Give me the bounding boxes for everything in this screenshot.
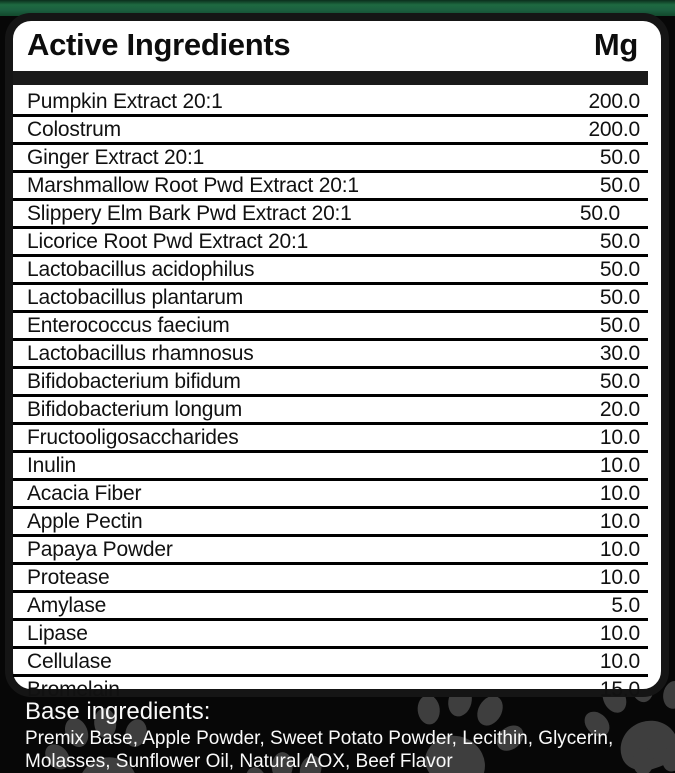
ingredient-name: Enterococcus faecium xyxy=(27,314,230,337)
ingredient-name: Amylase xyxy=(27,594,107,617)
ingredient-name: Lactobacillus acidophilus xyxy=(27,258,255,281)
ingredient-mg: 50.0 xyxy=(579,202,620,225)
table-row xyxy=(13,649,648,677)
ingredients-table xyxy=(13,89,648,701)
ingredient-name: Apple Pectin xyxy=(27,510,143,533)
ingredient-name: Fructooligosaccharides xyxy=(27,426,239,449)
ingredient-mg: 10.0 xyxy=(599,622,640,645)
table-row xyxy=(13,117,648,145)
ingredient-name: Acacia Fiber xyxy=(27,482,142,505)
ingredient-mg: 20.0 xyxy=(599,398,640,421)
ingredient-name: Slippery Elm Bark Pwd Extract 20:1 xyxy=(27,202,352,225)
table-row xyxy=(13,453,648,481)
table-row xyxy=(13,397,648,425)
ingredient-mg: 10.0 xyxy=(599,650,640,673)
ingredient-name: Lipase xyxy=(27,622,88,645)
ingredient-name: Pumpkin Extract 20:1 xyxy=(27,90,223,113)
ingredient-mg: 50.0 xyxy=(599,286,640,309)
ingredient-name: Inulin xyxy=(27,454,77,477)
ingredient-mg: 50.0 xyxy=(599,314,640,337)
base-ingredients-heading: Base ingredients: xyxy=(25,698,211,725)
base-ingredients-line: Premix Base, Apple Powder, Sweet Potato Powder, Lecithin, Glycerin, xyxy=(25,728,614,749)
table-row xyxy=(13,369,648,397)
ingredient-name: Lactobacillus rhamnosus xyxy=(27,342,254,365)
ingredient-mg: 10.0 xyxy=(599,566,640,589)
unit-column-header: Mg xyxy=(593,27,638,62)
ingredient-mg: 30.0 xyxy=(599,342,640,365)
ingredient-mg: 50.0 xyxy=(599,146,640,169)
active-ingredients-panel xyxy=(5,13,669,701)
ingredient-mg: 200.0 xyxy=(588,118,640,141)
table-row xyxy=(13,509,648,537)
ingredient-name: Licorice Root Pwd Extract 20:1 xyxy=(27,230,309,253)
ingredient-mg: 10.0 xyxy=(599,454,640,477)
header-divider xyxy=(13,71,648,85)
ingredient-name: Ginger Extract 20:1 xyxy=(27,146,205,169)
table-row xyxy=(13,201,648,229)
base-ingredients-text xyxy=(25,727,675,773)
ingredient-name: Marshmallow Root Pwd Extract 20:1 xyxy=(27,174,359,197)
table-row xyxy=(13,565,648,593)
table-row xyxy=(13,341,648,369)
ingredient-mg: 10.0 xyxy=(599,510,640,533)
ingredient-mg: 5.0 xyxy=(611,594,640,617)
ingredient-mg: 50.0 xyxy=(599,230,640,253)
ingredient-mg: 50.0 xyxy=(599,174,640,197)
table-row xyxy=(13,313,648,341)
ingredient-name: Cellulase xyxy=(27,650,112,673)
table-row xyxy=(13,173,648,201)
ingredient-mg: 10.0 xyxy=(599,538,640,561)
ingredient-mg: 10.0 xyxy=(599,426,640,449)
table-row xyxy=(13,537,648,565)
ingredient-mg: 10.0 xyxy=(599,482,640,505)
ingredient-name: Protease xyxy=(27,566,110,589)
ingredient-mg: 50.0 xyxy=(599,370,640,393)
table-row xyxy=(13,593,648,621)
ingredient-name: Lactobacillus plantarum xyxy=(27,286,244,309)
panel-title: Active Ingredients xyxy=(27,27,291,62)
base-ingredients-line: Molasses, Sunflower Oil, Natural AOX, Beef Flavor xyxy=(25,751,453,772)
table-row xyxy=(13,425,648,453)
ingredient-name: Papaya Powder xyxy=(27,538,173,561)
ingredient-name: Bifidobacterium longum xyxy=(27,398,243,421)
table-row xyxy=(13,257,648,285)
ingredient-name: Bifidobacterium bifidum xyxy=(27,370,241,393)
table-row xyxy=(13,285,648,313)
base-ingredients-section xyxy=(0,698,675,773)
ingredient-mg: 15.0 xyxy=(599,678,640,701)
ingredient-name: Bromelain xyxy=(27,678,120,701)
ingredient-name: Colostrum xyxy=(27,118,121,141)
ingredient-mg: 200.0 xyxy=(588,90,640,113)
table-row xyxy=(13,145,648,173)
table-row xyxy=(13,481,648,509)
table-row xyxy=(13,621,648,649)
table-row xyxy=(13,89,648,117)
table-header xyxy=(13,21,661,71)
ingredient-mg: 50.0 xyxy=(599,258,640,281)
table-row xyxy=(13,229,648,257)
